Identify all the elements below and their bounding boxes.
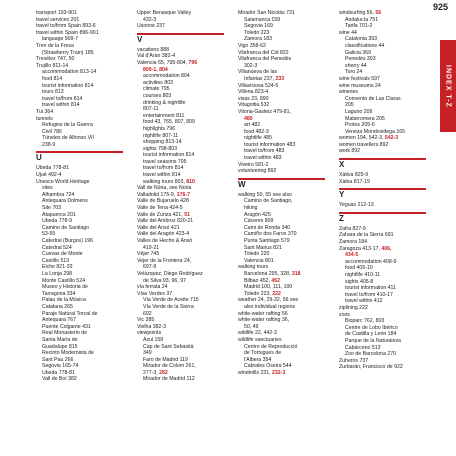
index-entry: 50, 49	[244, 323, 259, 330]
index-entry: Úbeda 778-81	[42, 369, 75, 376]
index-entry: Paraje Natural Torcal de	[42, 310, 98, 317]
index-entry: Xàbia 817-19	[339, 178, 370, 185]
index-entry: 800-1, 804	[143, 66, 168, 73]
index-entry: food 482-3	[244, 128, 269, 135]
index-entry: tours 813	[42, 89, 64, 96]
index-entry: Vías Verdes 37	[137, 290, 173, 297]
index-entry: weather 24, 29-32, 56 see	[238, 297, 299, 304]
index-entry: Cabárceno 513	[345, 344, 381, 351]
index-entry: Valladolid 175-9, 176-7	[137, 191, 190, 198]
index-entry: Zamora 184	[339, 239, 367, 246]
index-entry: windsurfing 56, 56	[339, 10, 382, 16]
index-entry: Alhambra 724	[42, 191, 75, 198]
index-entry: Zoo de Barcelona 270	[345, 351, 397, 358]
index-letter-heading	[238, 178, 335, 190]
index-entry: Museo y Historia de	[42, 284, 88, 291]
index-entry: Cami de Ronda 340	[244, 224, 291, 231]
index-entry: highlights 796	[143, 125, 176, 132]
index-entry: Toledo 223, 222	[244, 290, 281, 297]
index-entry: Tarragona 334	[42, 290, 76, 297]
index-entry: tourist information 814	[143, 152, 195, 159]
index-entry: Toledo 223	[244, 29, 270, 36]
index-entry: Val d'Aran 382-4	[137, 53, 176, 60]
index-entry: Úbeda 778-9	[42, 218, 72, 225]
index-entry: Antequara 767	[42, 317, 77, 324]
index-entry: language 909-7	[42, 36, 79, 43]
index-entry: Cabrales Oseira 544	[244, 363, 292, 370]
index-entry: nightlife 410-11	[345, 272, 381, 278]
index-entry: l'Albera 354	[244, 356, 272, 363]
index-entry: wine museums 24	[339, 82, 381, 89]
index-entry: travel seasons 795	[143, 158, 187, 165]
index-entry: Úbeda 778-81	[36, 165, 69, 172]
index-entry: Castillo 513	[42, 257, 70, 264]
index-entry: Cuevas de Monte	[42, 251, 83, 258]
index-entry: Viveiro 581-2	[238, 161, 269, 168]
index-entry: Segovia 169	[244, 23, 273, 30]
index-entry: Bioparc 762, 803	[345, 318, 385, 325]
index-entry: travel to/from 814	[42, 95, 83, 102]
index-entry: Zahara de la Sierra 691	[339, 232, 394, 239]
index-letter: Z	[339, 213, 344, 223]
index-entry: food 409-10	[345, 265, 373, 272]
index-letter-heading	[339, 188, 436, 200]
index-entry: food 43, 765, 807, 809	[143, 119, 195, 126]
index-entry: Valle del Ansó 421	[137, 224, 180, 231]
index-entry: Vía Verde de Aceite 715	[143, 297, 199, 304]
index-entry: vía ferrata 24	[137, 284, 168, 291]
index-entry: Camino de Santiago,	[244, 198, 293, 205]
index-entry: Refugios de la Guerra	[42, 122, 93, 129]
index-entry: Zurbarán, Francisco de 922	[339, 364, 403, 371]
index-columns	[36, 10, 438, 450]
index-entry: 697-9	[143, 264, 157, 271]
index-entry: Vielha 382-3	[137, 323, 167, 330]
index-entry: Antequara Dolmens	[42, 198, 88, 205]
index-entry: de Silva 93, 96, 97	[143, 277, 186, 284]
index-entry: Cap de Sant Sebastià	[143, 343, 194, 350]
index-entry: Trujillo 811-14	[36, 62, 69, 69]
index-entry: Palau de la Música	[42, 297, 86, 304]
index-entry: Valle del Ambroz 820-21	[137, 218, 194, 225]
map-page-ref: 318	[291, 270, 301, 277]
index-entry: Villanueva de las	[238, 69, 278, 76]
index-entry: tourist information 483	[244, 141, 296, 148]
index-entry: travel within 483	[244, 155, 282, 162]
index-column-2	[137, 10, 234, 450]
index-column-3	[238, 10, 335, 450]
index-entry: travel services 201	[36, 16, 80, 23]
index-entry: Zafra 827-9	[339, 225, 366, 232]
index-entry: Villaviciosa 524-5	[238, 82, 279, 89]
index-entry: Segovia 165-74	[42, 363, 79, 370]
index-column-1	[36, 10, 133, 450]
index-entry: Toledo 220	[244, 251, 270, 258]
index-entry: Matarromera 205	[345, 115, 385, 122]
index-entry: Valle de Zuriza 421, 51	[137, 211, 190, 218]
index-entry: Tren de la Fresa	[36, 42, 74, 49]
index-entry: Real Monasterio de	[42, 330, 87, 337]
index-entry: Mirador de Colom 261,	[143, 363, 196, 370]
index-entry: Zamora 183	[244, 36, 272, 43]
index-entry: Valle de Tena 424-5	[137, 205, 183, 212]
index-entry: Vic 385	[137, 317, 155, 324]
index-entry: walking tours	[238, 264, 269, 271]
map-page-ref: 542-3	[384, 135, 399, 142]
index-entry: zoos	[339, 311, 350, 318]
index-entry: Vilafranca del Penedès	[238, 56, 292, 63]
index-letter-heading	[137, 33, 234, 45]
map-page-ref: 51	[184, 211, 190, 218]
index-letter-heading	[339, 212, 436, 224]
index-entry: Galicia 369	[345, 49, 371, 56]
index-entry: Recinto Modernista de	[42, 350, 94, 357]
index-entry: Santa María de	[42, 336, 78, 343]
index-letter: V	[137, 34, 143, 44]
index-entry: 419-21	[143, 244, 160, 251]
index-entry: Barcelona 295, 328, 318	[244, 270, 301, 277]
index-entry: Sant Pau 266	[42, 356, 74, 363]
index-entry: 480	[244, 115, 253, 122]
index-column-4	[339, 10, 436, 450]
index-entry: women 194, 542-3, 542-3	[339, 135, 399, 142]
index-entry: Salamanca 159	[244, 16, 281, 23]
index-entry: sights 405-8	[345, 278, 374, 285]
index-entry: Mirador San Nicolás 731	[238, 10, 295, 16]
map-page-ref: 810	[186, 178, 195, 185]
index-entry: travel to/from 483	[244, 148, 285, 155]
index-entry: 238-9	[42, 141, 56, 148]
index-entry: Camino de Santiago	[42, 224, 90, 231]
index-entry: ziplining 222	[339, 304, 368, 311]
index-entry: vacations 888	[137, 46, 170, 53]
index-entry: Vall de Núria, see Núria	[137, 185, 192, 192]
index-entry: white-water rafting 36,	[238, 317, 290, 324]
index-entry: de Tortugues de	[244, 350, 282, 357]
index-entry: Bilbao 452, 452	[244, 277, 281, 284]
index-entry: Convento de Las Claras	[345, 95, 401, 102]
index-entry: Catalonia 393	[345, 36, 378, 43]
index-entry: sherry 44	[345, 62, 367, 69]
index-entry: Civil 786	[42, 128, 62, 135]
index-entry: 53-55	[42, 231, 56, 238]
index-entry: Catalana 265	[42, 303, 73, 310]
index-entry: Valle del Aragón 423-4	[137, 231, 190, 238]
index-entry: Parque de la Naturaleza	[345, 337, 401, 344]
index-entry: Upper Benasque Valley	[137, 10, 192, 16]
index-entry: sights 798-803	[143, 145, 178, 152]
index-entry: Vall de Boí 382	[42, 376, 77, 383]
index-entry: Elche 821-33	[42, 264, 73, 271]
index-entry: 434-5	[345, 252, 359, 259]
index-entry: walking 50, 55 see also	[238, 191, 292, 198]
index-entry: Protos 205-6	[345, 122, 375, 129]
index-entry: travel within Spain 896-901	[36, 29, 99, 36]
index-entry: Aragón 425	[244, 211, 271, 218]
index-entry: entertainment 811	[143, 112, 185, 119]
index-entry: Atapuerca 201	[42, 211, 76, 218]
index-entry: 692	[143, 310, 152, 317]
index-entry: activities 803	[143, 79, 173, 86]
index-entry: Veneza Mondovidega 165	[345, 128, 405, 135]
index-entry: tourist information 814	[42, 82, 94, 89]
map-page-ref: 232-3	[272, 369, 286, 376]
index-entry: volunteering 892	[238, 168, 277, 175]
index-entry: accommodation 408-9	[345, 258, 397, 265]
index-entry: 349	[143, 350, 152, 357]
index-entry: Véjer 745	[137, 251, 160, 258]
index-entry: Zaragoza 413-17, 406,	[339, 245, 392, 252]
index-entry: Vejer de la Frontera 24,	[137, 257, 192, 264]
index-entry: Unesco World Heritage	[36, 178, 90, 185]
index-entry: Tui 364	[36, 108, 54, 115]
index-entry: windmills 231, 232-3	[238, 369, 286, 376]
index-entry: Centro de Reproducció	[244, 343, 298, 350]
index-entry: travel within 814	[143, 172, 181, 179]
index-entry: also individual regions	[244, 303, 296, 310]
index-entry: Valles de Hecho & Ansó	[137, 238, 193, 244]
index-letter-heading	[36, 151, 133, 163]
map-page-ref: 176-7	[176, 191, 190, 198]
index-entry: work 892	[339, 148, 361, 155]
index-entry: travel within 412	[345, 298, 383, 305]
index-entry: Vigo 358-62	[238, 42, 266, 49]
index-side-tab: INDEX T-Z	[440, 40, 456, 132]
map-page-ref: 222	[272, 290, 281, 297]
index-entry: Site 703	[42, 205, 62, 212]
index-entry: wildlife 22, 442-3	[238, 330, 277, 337]
index-entry: Catedral (Burgos) 196	[42, 238, 94, 244]
index-entry: Ujué 492-4	[36, 172, 62, 179]
index-entry: Tarifa 701-2	[345, 23, 373, 30]
index-entry: drinking & nightlife	[143, 99, 186, 106]
map-page-ref: 406,	[381, 245, 392, 252]
index-entry: tourist information 411	[345, 285, 396, 292]
index-entry: travel within 814	[42, 102, 80, 109]
index-entry: sites	[42, 185, 53, 192]
index-entry: Punta Santiago 579	[244, 238, 290, 244]
index-entry: Mirador de Madrid 112	[143, 376, 195, 383]
index-entry: Monte Castillo 524	[42, 277, 85, 284]
index-entry: de Castilla y León 184	[345, 331, 397, 338]
index-entry: 277-3, 282	[143, 369, 168, 376]
index-letter: X	[339, 160, 345, 170]
index-entry: Yeguas 212-13	[339, 202, 374, 209]
index-entry: tunnels	[36, 115, 53, 122]
index-entry: Valencia 65, 795-804, 796	[137, 59, 198, 66]
index-entry: wildlife sanctuaries	[238, 336, 282, 343]
index-entry: Vía Verde de la Sierra	[143, 303, 194, 310]
index-entry: visas 23, 890	[238, 95, 269, 102]
index-entry: Xàtiva 825-9	[339, 172, 369, 179]
index-entry: wine festivals 597	[339, 75, 380, 82]
index-entry: hiking	[244, 205, 258, 212]
index-entry: Sant Marius 821	[244, 244, 282, 251]
map-page-ref: 796	[188, 59, 198, 66]
index-letter: U	[36, 153, 42, 163]
index-entry: classifications 44	[345, 42, 385, 49]
index-entry: Camiño dos Faros 370	[244, 231, 297, 238]
map-page-ref: 452	[271, 277, 281, 284]
index-entry: accommodation 813-14	[42, 69, 97, 76]
index-entry: shopping 813-14	[143, 139, 182, 146]
index-entry: accommodation 804	[143, 73, 190, 80]
index-entry: Vilafranca del Cid 822	[238, 49, 289, 56]
index-entry: Villena 823-4	[238, 89, 269, 96]
index-entry: Vitoria-Gasteiz 479-81,	[238, 108, 291, 115]
page-number: 925	[432, 2, 448, 12]
index-entry: (Strawberry Train) 185	[42, 49, 94, 56]
index-entry: Toro 24	[345, 69, 363, 76]
index-entry: Guadalupe 815	[42, 343, 78, 350]
index-entry: Túneles de Alfonso VII	[42, 135, 94, 142]
index-entry: Madrid 100, 111, 100	[244, 284, 293, 291]
index-entry: Usoone 237	[137, 23, 165, 30]
index-entry: Infantas 237, 233	[244, 75, 285, 82]
index-entry: La Lonja 298	[42, 270, 73, 277]
index-entry: 302-3	[244, 62, 258, 69]
index-entry: Cáceres 809	[244, 218, 274, 225]
map-page-ref: 233	[275, 75, 285, 82]
index-entry: Andalucía 751	[345, 16, 379, 23]
index-entry: Valencia 801	[244, 257, 274, 264]
index-letter: Y	[339, 190, 345, 200]
index-entry: walking tours 803, 810	[143, 178, 195, 185]
index-entry: Trevélez 747, 50	[36, 56, 75, 63]
index-entry: Valle de Bujaruelo 428	[137, 198, 189, 205]
index-entry: climate 795	[143, 86, 170, 93]
index-entry: nightlife 807-11	[143, 132, 179, 139]
map-page-ref: 282	[159, 369, 168, 376]
index-entry: Velázquez, Diego Rodríguez	[137, 270, 203, 277]
index-entry: 807-11	[143, 106, 159, 113]
index-entry: Penedès 303	[345, 56, 376, 63]
index-entry: Vitagoitia 532	[238, 102, 270, 109]
index-entry: food 814	[42, 75, 63, 82]
index-entry: travel to/from 410-17	[345, 291, 393, 298]
index-entry: wineries	[339, 89, 359, 96]
index-entry: Laguno 209	[345, 108, 373, 115]
index-entry: travel to/from Spain 893-6	[36, 23, 96, 30]
index-entry: white-water rafting 56	[238, 310, 288, 317]
map-page-ref: 56	[375, 10, 382, 16]
index-entry: Puente Colgante 431	[42, 323, 91, 330]
index-letter-heading	[339, 158, 436, 170]
index-entry: Zuheros 737	[339, 357, 369, 364]
index-entry: courses 803	[143, 92, 172, 99]
index-entry: 205	[345, 102, 354, 109]
index-entry: viewpoints	[137, 330, 162, 337]
index-entry: Catedral 524	[42, 244, 72, 251]
index-entry: Faro de Madrid 119	[143, 356, 188, 363]
index-entry: wine 44	[339, 29, 357, 36]
index-entry: nightlife 485	[244, 135, 272, 142]
index-entry: travel to/from 814	[143, 165, 184, 172]
index-entry: women travellers 892	[339, 141, 389, 148]
index-entry: 432-3	[143, 16, 157, 23]
index-entry: art 482	[244, 122, 261, 129]
index-entry: Azul 158	[143, 336, 164, 343]
index-entry: transport 193-901	[36, 10, 77, 16]
index-letter: W	[238, 179, 246, 189]
index-entry: Centre de Lobo Ibérico	[345, 324, 398, 331]
